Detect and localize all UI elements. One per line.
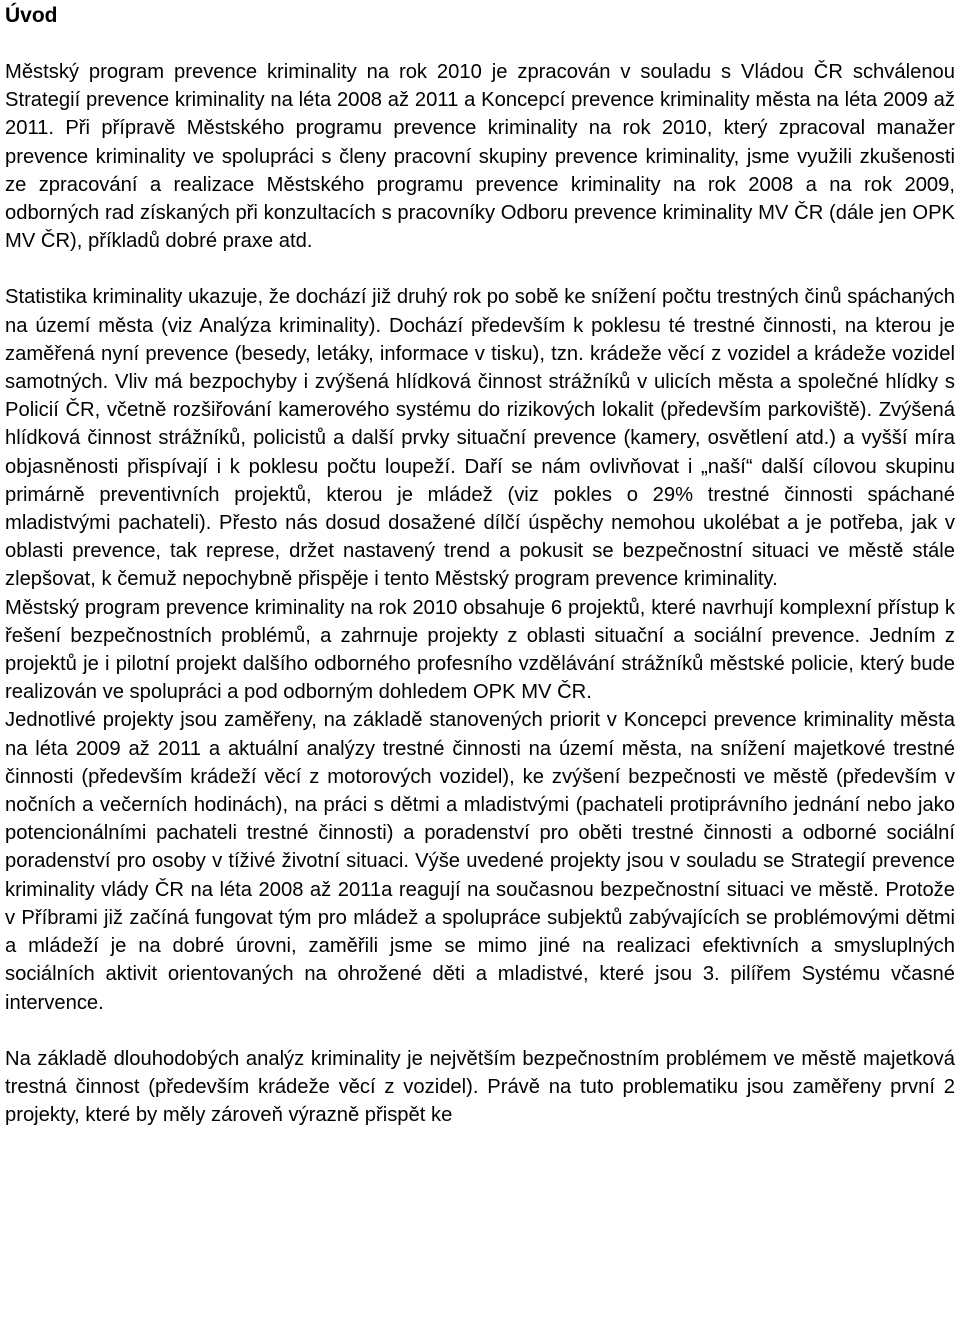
paragraph-property-crime: Na základě dlouhodobých analýz kriminality je největším bezpečnostním problémem ve městě majetková trestná činnost (především krádeže věcí z vozidel). Právě na tuto problematiku jsou zaměřeny první 2 projekty, které by měly zároveň výrazně přispět ke (5, 1047, 955, 1127)
spacer (5, 1017, 955, 1045)
spacer (5, 255, 955, 283)
page-title: Úvod (5, 4, 58, 27)
paragraph-program-projects: Městský program prevence kriminality na rok 2010 obsahuje 6 projektů, které navrhují komplexní přístup k řešení bezpečnostních problémů, a zahrnuje projekty z oblasti situační a sociální prevence. Jedním z projektů je i pilotní projekt dalšího odborného profesního vzdělávání strážníků městské policie, který bude realizován ve spolupráci a pod odborným dohledem OPK MV ČR. (5, 596, 955, 704)
spacer (5, 30, 955, 58)
paragraph-intro: Městský program prevence kriminality na rok 2010 je zpracován v souladu s Vládou ČR schválenou Strategií prevence kriminality na léta 2008 až 2011 a Koncepcí prevence kriminality města na léta 2009 až 2011. Při přípravě Městského programu prevence kriminality na rok 2010, který zpracoval manažer prevence kriminality ve spolupráci s členy pracovní skupiny prevence kriminality, jsme využili zkušenosti ze zpracování a realizace Městského programu prevence kriminality na rok 2008 a na rok 2009, odborných rad získaných při konzultacích s pracovníky Odboru prevence kriminality MV ČR (dále jen OPK MV ČR), příkladů dobré praxe atd. (5, 61, 955, 253)
paragraph-statistics: Statistika kriminality ukazuje, že dochází již druhý rok po sobě ke snížení počtu trestných činů spáchaných na území města (viz Analýza kriminality). Dochází především k poklesu té trestné činnosti, na kterou je zaměřená nyní prevence (besedy, letáky, informace v tisku), tzn. krádeže věcí z vozidel a krádeže vozidel samotných. Vliv má bezpochyby i zvýšená hlídková činnost strážníků v ulicích města a společné hlídky s Policií ČR, včetně rozšiřování kamerového systému do rizikových lokalit (především parkoviště). Zvýšená hlídková činnost strážníků, policistů a další prvky situační prevence (kamery, osvětlení atd.) a vyšší míra objasněnosti přispívají i k poklesu počtu loupeží. Daří se nám ovlivňovat i „naší“ další cílovou skupinu primárně preventivních projektů, kterou je mládež (viz pokles o 29% trestné činnosti spáchané mladistvými pachateli). Přesto nás dosud dosažené dílčí úspěchy nemohou ukolébat a je potřeba, jak v oblasti prevence, tak represe, držet nastavený trend a pokusit se bezpečnostní situaci ve městě stále zlepšovat, k čemuž nepochybně přispěje i tento Městský program prevence kriminality. (5, 286, 955, 591)
paragraph-project-focus: Jednotlivé projekty jsou zaměřeny, na základě stanovených priorit v Koncepci prevence kriminality města na léta 2009 až 2011 a aktuální analýzy trestné činnosti na území města, na snížení majetkové trestné činnosti (především krádeží věcí z motorových vozidel), ke zvýšení bezpečnosti ve městě (především v nočních a večerních hodinách), na práci s dětmi a mladistvými (pachateli protiprávního jednání nebo jako potencionálními pachateli trestné činnosti) a poradenství pro oběti trestné činnosti a odborné sociální poradenství pro osoby v tíživé životní situaci. Výše uvedené projekty jsou v souladu se Strategií prevence kriminality vlády ČR na léta 2008 až 2011a reagují na současnou bezpečnostní situaci ve městě. Protože v Příbrami již začíná fungovat tým pro mládež a spolupráce subjektů zabývajících se problémovými dětmi a mládeží je na dobré úrovni, zaměřili jsme se mimo jiné na realizaci efektivních a smysluplných sociálních aktivit orientovaných na ohrožené děti a mladistvé, které jsou 3. pilířem Systému včasné intervence. (5, 709, 955, 1014)
document-page (5, 0, 955, 1320)
